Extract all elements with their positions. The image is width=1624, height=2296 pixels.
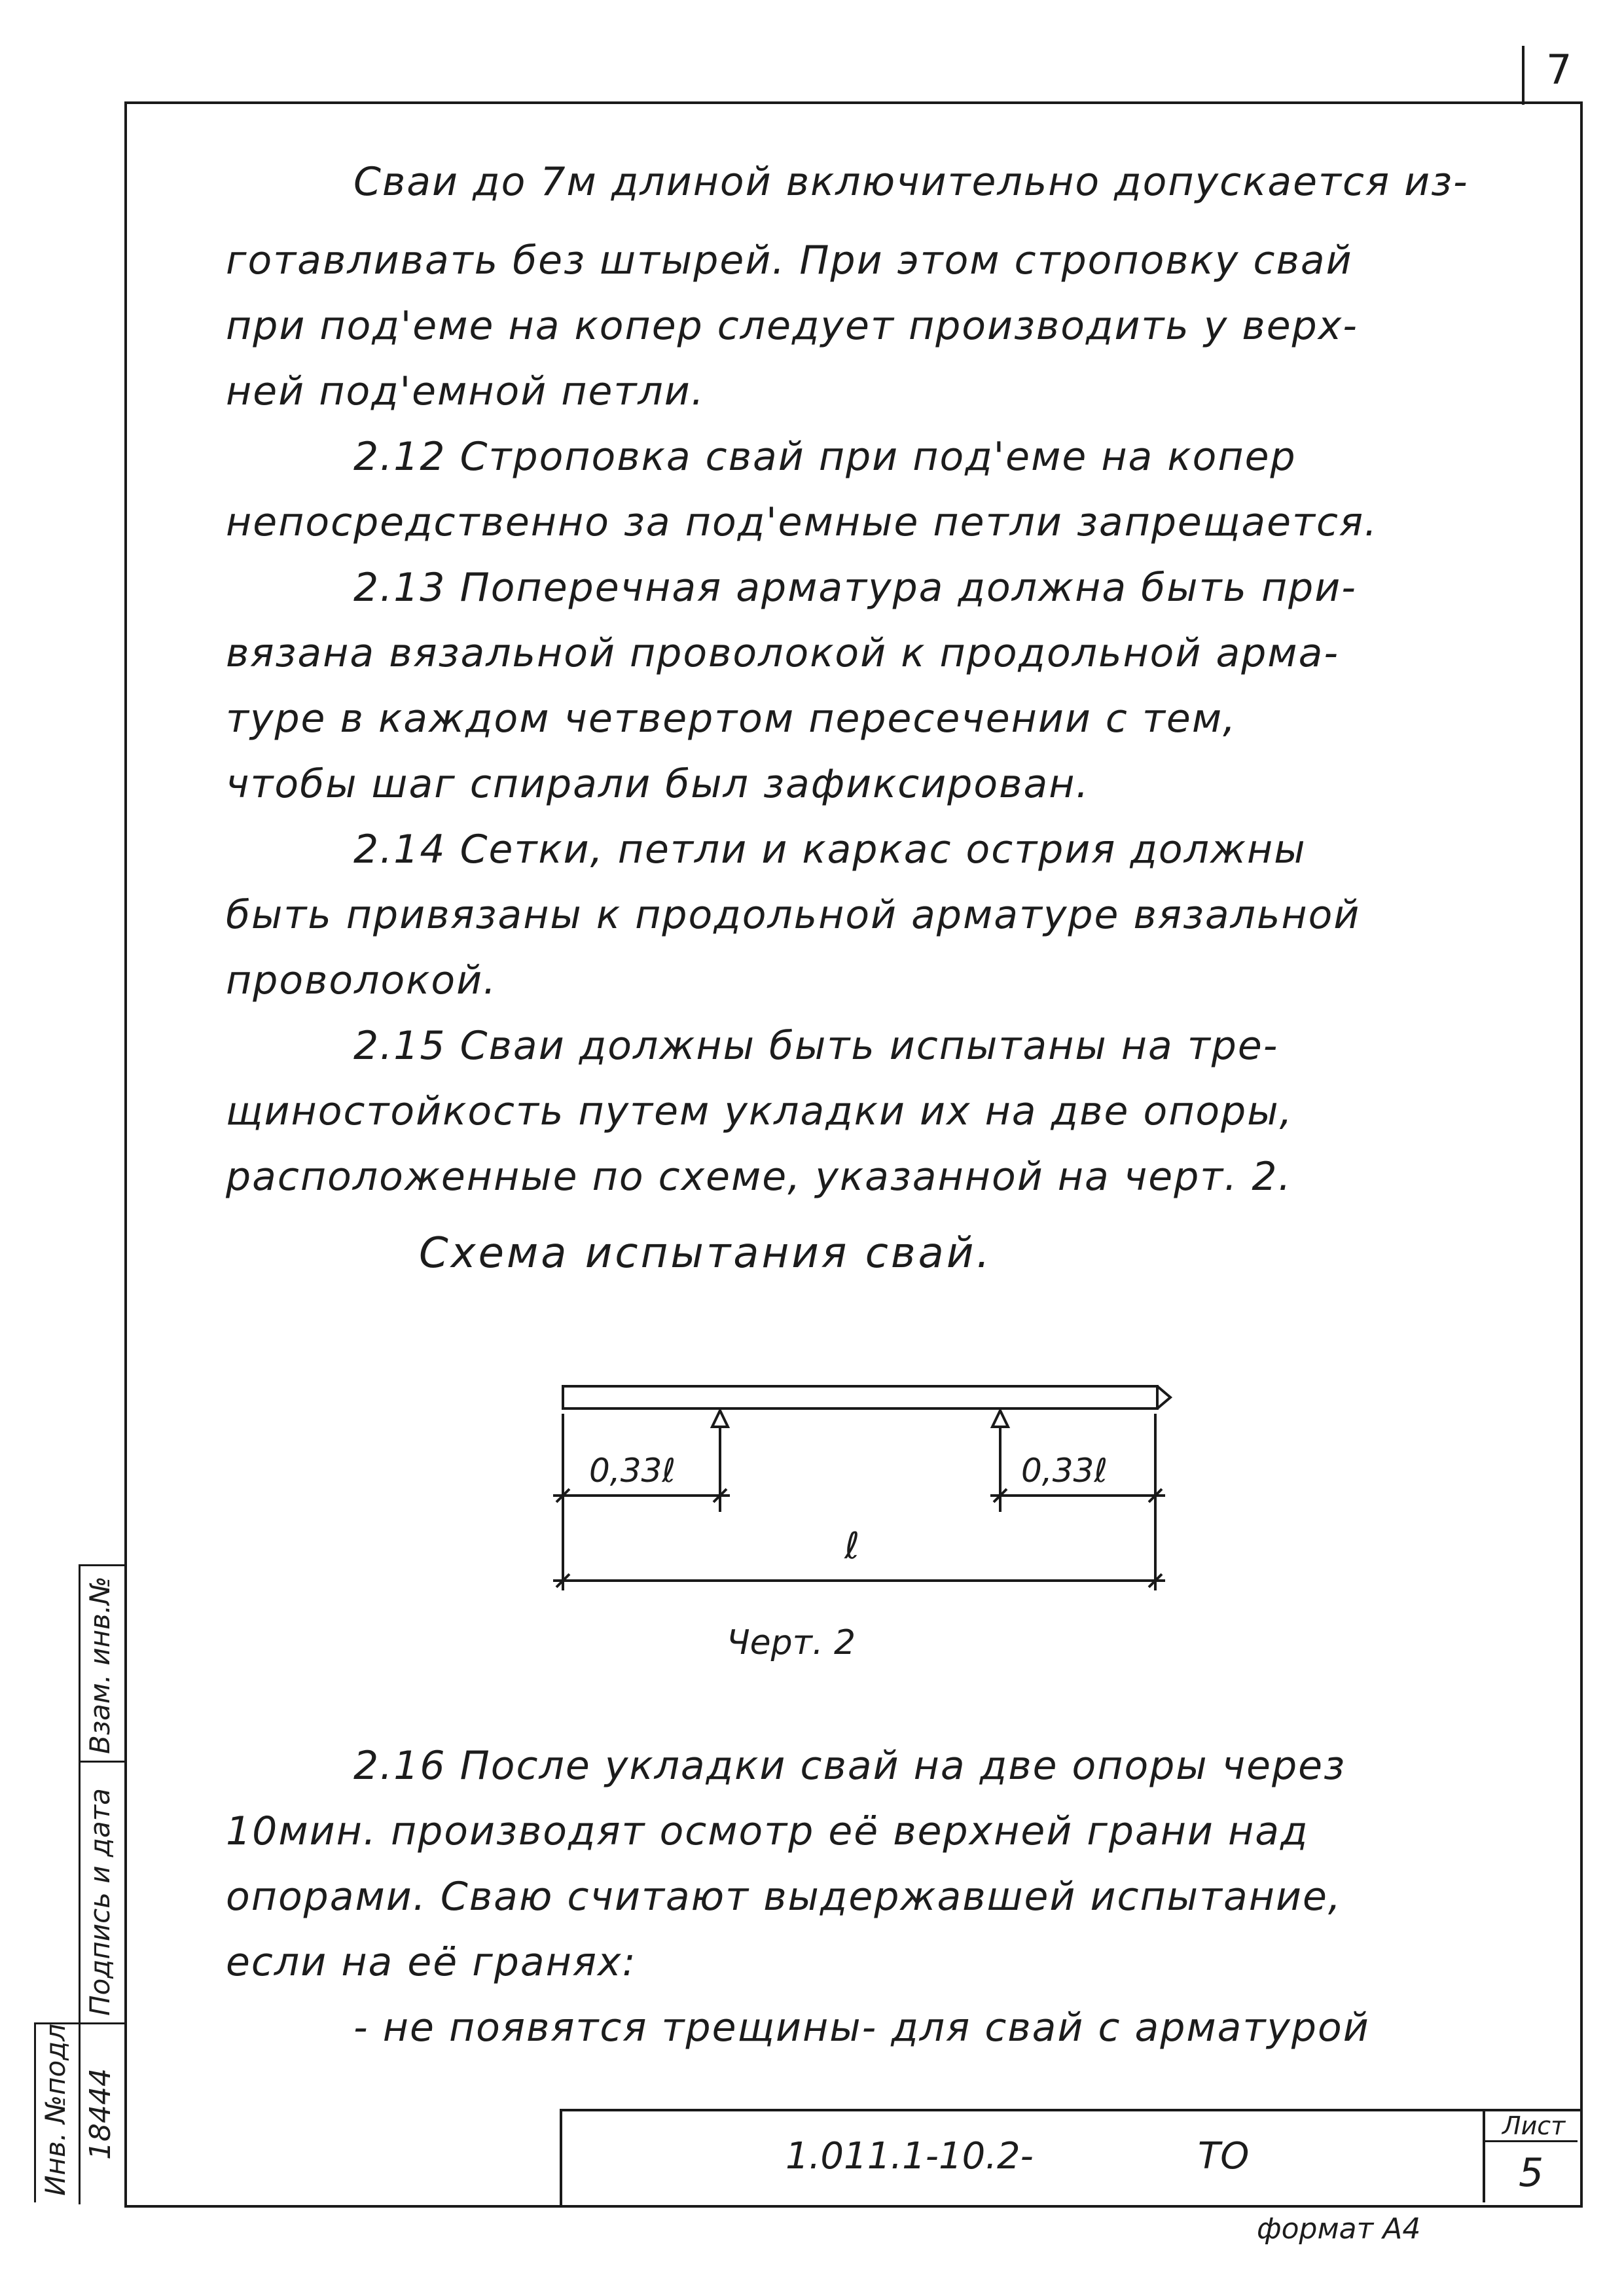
- text-line: Сваи до 7м длиной включительно допускается из-: [353, 159, 1469, 205]
- figure-caption: Черт. 2: [727, 1623, 856, 1662]
- text-line: если на её гранях:: [226, 1939, 637, 1985]
- text-line: 2.16 После укладки свай на две опоры через: [353, 1743, 1346, 1789]
- text-line: быть привязаны к продольной арматуре вязальной: [226, 892, 1361, 938]
- sheet-label: Лист: [1502, 2111, 1566, 2140]
- dim-total-label: ℓ: [844, 1525, 860, 1568]
- left-support: [712, 1410, 728, 1427]
- side-label-replace-inv: Взам. инв.№: [84, 1576, 116, 1754]
- text-line: 2.12 Строповка свай при под'еме на копер: [353, 434, 1297, 480]
- format-label: формат А4: [1257, 2212, 1421, 2246]
- text-line: ней под'емной петли.: [226, 368, 705, 414]
- title-block-divider: [1483, 2140, 1578, 2142]
- text-line: 2.13 Поперечная арматура должна быть при-: [353, 565, 1357, 611]
- text-line: - не появятся трещины- для свай с арматурой: [353, 2005, 1370, 2051]
- side-stamp-divider: [79, 2022, 124, 2024]
- side-label-sign-date: Подпись и дата: [84, 1788, 116, 2016]
- text-line: чтобы шаг спирали был зафиксирован.: [226, 761, 1090, 807]
- text-line: туре в каждом четвертом пересечении с тем,: [226, 696, 1237, 742]
- diagram-title: Схема испытания свай.: [419, 1229, 992, 1278]
- side-label-inv-value: 18444: [84, 2068, 117, 2160]
- side-stamp-divider: [34, 2022, 36, 2202]
- title-block: [560, 2109, 1580, 2205]
- text-line: готавливать без штырей. При этом строповку свай: [226, 238, 1353, 283]
- text-line: непосредственно за под'емные петли запрещается.: [226, 499, 1379, 545]
- text-line: щиностойкость путем укладки их на две опоры,: [226, 1088, 1293, 1134]
- text-line: проволокой.: [226, 958, 497, 1003]
- side-label-inv-no: Инв. №подл: [39, 2023, 71, 2196]
- doc-code: 1.011.1-10.2-: [785, 2135, 1034, 2178]
- side-stamp-divider: [79, 1761, 124, 1763]
- text-line: опорами. Сваю считают выдержавшей испытание,: [226, 1874, 1342, 1920]
- text-line: при под'еме на копер следует производить у верх-: [226, 303, 1358, 349]
- text-line: 2.15 Сваи должны быть испытаны на тре-: [353, 1023, 1279, 1069]
- text-line: 2.14 Сетки, петли и каркас острия должны: [353, 827, 1307, 872]
- dim-right-label: 0,33ℓ: [1021, 1452, 1108, 1490]
- pile-tip: [1157, 1386, 1170, 1408]
- doc-section: ТО: [1198, 2135, 1250, 2178]
- text-line: вязана вязальной проволокой к продольной арма-: [226, 630, 1339, 676]
- sheet-number: 5: [1519, 2150, 1544, 2196]
- text-line: 10мин. производят осмотр её верхней грани над: [226, 1808, 1309, 1854]
- title-block-divider: [1483, 2109, 1485, 2202]
- dim-left-label: 0,33ℓ: [589, 1452, 676, 1490]
- right-support: [992, 1410, 1008, 1427]
- page-number: 7: [1546, 46, 1572, 94]
- text-line: расположенные по схеме, указанной на черт. 2.: [226, 1154, 1292, 1200]
- pile-bar: [563, 1386, 1157, 1408]
